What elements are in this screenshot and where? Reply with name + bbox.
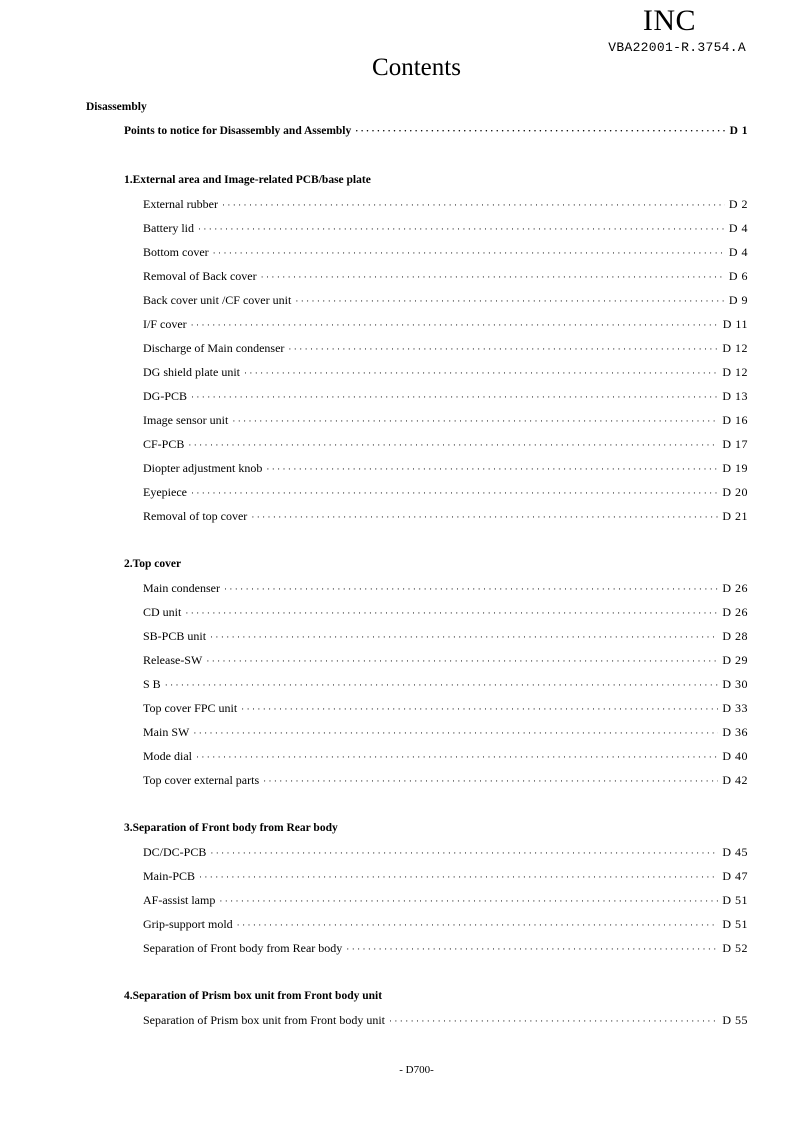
- toc-entry[interactable]: [143, 339, 748, 357]
- toc-entry[interactable]: [143, 603, 748, 621]
- toc-entry[interactable]: [143, 867, 748, 885]
- toc-entry-page: D 12: [722, 341, 748, 355]
- toc-entry-page: D 40: [722, 749, 748, 763]
- dot-leader: [263, 772, 718, 790]
- toc-entry[interactable]: [143, 291, 748, 309]
- toc-entry-label: AF-assist lamp: [143, 893, 216, 907]
- toc-entry-page: D 21: [722, 509, 748, 523]
- dot-leader: [210, 844, 718, 862]
- toc-entry-label: I/F cover: [143, 317, 187, 331]
- toc-entry[interactable]: [143, 891, 748, 909]
- toc-entry-page: D 33: [722, 701, 748, 715]
- toc-entry-label: Back cover unit /CF cover unit: [143, 293, 292, 307]
- toc-entry-page: D 20: [722, 485, 748, 499]
- toc-entry-label: Main SW: [143, 725, 190, 739]
- dot-leader: [219, 892, 718, 910]
- dot-leader: [288, 340, 718, 358]
- group-heading: 2.Top cover: [124, 558, 182, 570]
- toc-entry[interactable]: [143, 363, 748, 381]
- toc-entry[interactable]: [143, 267, 748, 285]
- toc-entry-page: D 13: [722, 389, 748, 403]
- toc-entry-label: Main-PCB: [143, 869, 196, 883]
- toc-entry-page: D 47: [722, 869, 748, 883]
- toc-entry[interactable]: [143, 315, 748, 333]
- dot-leader: [251, 508, 718, 526]
- dot-leader: [261, 268, 725, 286]
- toc-entry-page: D 16: [722, 413, 748, 427]
- toc-entry-page: D 26: [722, 605, 748, 619]
- dot-leader: [232, 412, 718, 430]
- toc-entry-label: DG-PCB: [143, 389, 188, 403]
- toc-entry-label: Removal of top cover: [143, 509, 248, 523]
- page-footer: - D700-: [399, 1064, 434, 1076]
- toc-entry-page: D 45: [722, 845, 748, 859]
- dot-leader: [295, 292, 725, 310]
- toc-entry-label: Points to notice for Disassembly and Assembly: [124, 125, 352, 137]
- toc-entry-label: Battery lid: [143, 221, 194, 235]
- toc-entry[interactable]: [143, 483, 748, 501]
- section-title: Disassembly: [86, 101, 147, 113]
- toc-entry-page: D 30: [722, 677, 748, 691]
- toc-entry-page: D 55: [722, 1013, 748, 1027]
- toc-entry-label: Eyepiece: [143, 485, 187, 499]
- dot-leader: [244, 364, 718, 382]
- dot-leader: [346, 940, 718, 958]
- dot-leader: [237, 916, 719, 934]
- toc-entry-page: D 9: [728, 293, 748, 307]
- toc-entry[interactable]: [143, 771, 748, 789]
- corner-title: INC: [642, 4, 696, 37]
- toc-entry-label: Release-SW: [143, 653, 203, 667]
- toc-entry-intro[interactable]: [124, 122, 748, 140]
- document-code: VBA22001-R.3754.A: [608, 40, 746, 55]
- toc-entry[interactable]: [143, 195, 748, 213]
- toc-entry-label: Image sensor unit: [143, 413, 229, 427]
- toc-entry-label: CD unit: [143, 605, 182, 619]
- dot-leader: [213, 244, 725, 262]
- dot-leader: [191, 484, 718, 502]
- toc-entry-page: D 29: [722, 653, 748, 667]
- toc-entry-label: Separation of Prism box unit from Front body unit: [143, 1013, 385, 1027]
- toc-entry[interactable]: [143, 1011, 748, 1029]
- toc-entry[interactable]: [143, 579, 748, 597]
- group-heading: 3.Separation of Front body from Rear body: [124, 822, 338, 834]
- toc-entry[interactable]: [143, 219, 748, 237]
- toc-entry[interactable]: [143, 507, 748, 525]
- toc-entry-label: Bottom cover: [143, 245, 209, 259]
- dot-leader: [191, 388, 718, 406]
- dot-leader: [198, 220, 725, 238]
- toc-entry-page: D 42: [722, 773, 748, 787]
- toc-entry-label: S B: [143, 677, 161, 691]
- toc-entry-page: D 6: [728, 269, 748, 283]
- toc-entry-page: D 2: [728, 197, 748, 211]
- dot-leader: [210, 628, 718, 646]
- toc-entry[interactable]: [143, 699, 748, 717]
- toc-entry-label: Grip-support mold: [143, 917, 233, 931]
- toc-entry-label: SB-PCB unit: [143, 629, 207, 643]
- toc-entry-label: Diopter adjustment knob: [143, 461, 263, 475]
- toc-entry-label: Separation of Front body from Rear body: [143, 941, 343, 955]
- dot-leader: [224, 580, 718, 598]
- dot-leader: [165, 676, 719, 694]
- dot-leader: [389, 1012, 718, 1030]
- toc-entry-page: D 12: [722, 365, 748, 379]
- toc-entry-label: CF-PCB: [143, 437, 185, 451]
- group-heading: 1.External area and Image-related PCB/base plate: [124, 174, 371, 186]
- toc-entry[interactable]: [143, 459, 748, 477]
- toc-entry-label: Main condenser: [143, 581, 220, 595]
- toc-entry[interactable]: [143, 747, 748, 765]
- dot-leader: [185, 604, 718, 622]
- toc-entry-label: Removal of Back cover: [143, 269, 257, 283]
- group-heading: 4.Separation of Prism box unit from Front body unit: [124, 990, 383, 1002]
- dot-leader: [199, 868, 718, 886]
- toc-entry[interactable]: [143, 843, 748, 861]
- dot-leader: [222, 196, 725, 214]
- page-title: Contents: [372, 54, 461, 81]
- toc-entry-label: Mode dial: [143, 749, 192, 763]
- toc-entry[interactable]: [143, 651, 748, 669]
- toc-entry-page: D 51: [722, 917, 748, 931]
- toc-entry[interactable]: [143, 915, 748, 933]
- toc-entry[interactable]: [143, 723, 748, 741]
- toc-entry[interactable]: [143, 435, 748, 453]
- dot-leader: [193, 724, 718, 742]
- dot-leader: [355, 122, 725, 140]
- dot-leader: [266, 460, 718, 478]
- toc-entry-page: D 26: [722, 581, 748, 595]
- toc-entry-page: D 4: [728, 221, 748, 235]
- toc-entry-label: Top cover external parts: [143, 773, 260, 787]
- toc-entry-page: D 28: [722, 629, 748, 643]
- toc-entry-page: D 51: [722, 893, 748, 907]
- toc-entry-label: Top cover FPC unit: [143, 701, 238, 715]
- toc-entry[interactable]: [143, 387, 748, 405]
- toc-entry[interactable]: [143, 939, 748, 957]
- toc-entry[interactable]: [143, 675, 748, 693]
- toc-entry-page: D 36: [722, 725, 748, 739]
- dot-leader: [206, 652, 718, 670]
- dot-leader: [241, 700, 718, 718]
- toc-entry[interactable]: [143, 411, 748, 429]
- dot-leader: [196, 748, 718, 766]
- toc-entry-label: External rubber: [143, 197, 218, 211]
- toc-entry-label: DG shield plate unit: [143, 365, 240, 379]
- toc-entry-page: D 19: [722, 461, 748, 475]
- toc-entry-page: D 11: [722, 317, 748, 331]
- toc-entry-page: D 17: [722, 437, 748, 451]
- toc-entry-label: Discharge of Main condenser: [143, 341, 285, 355]
- dot-leader: [191, 316, 719, 334]
- toc-entry-label: DC/DC-PCB: [143, 845, 207, 859]
- dot-leader: [188, 436, 718, 454]
- toc-entry-page: D 52: [722, 941, 748, 955]
- toc-entry[interactable]: [143, 243, 748, 261]
- toc-entry-page: D 1: [729, 125, 748, 137]
- toc-entry[interactable]: [143, 627, 748, 645]
- toc-entry-page: D 4: [728, 245, 748, 259]
